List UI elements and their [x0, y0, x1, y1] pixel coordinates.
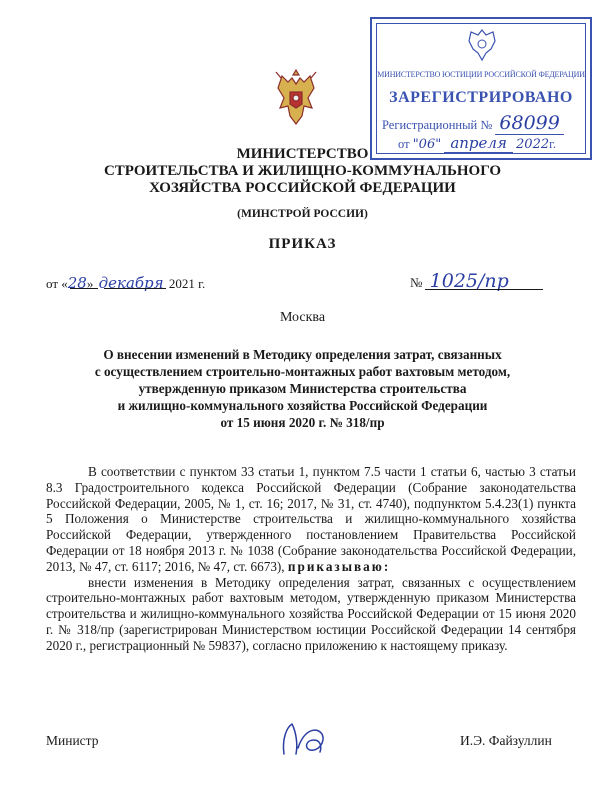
order-number-label: № — [410, 275, 423, 290]
body-paragraph-1-text: В соответствии с пунктом 33 статьи 1, пунктом 7.5 части 1 статьи 6, частью 3 статьи 8.3 Градостроительного кодекса Российской Федерации (Собрание законодательства Российской Федерации, 2005, № 1, ст. 16; 2017, № 31, ст. 4740), подпунктом 5.4.23(1) пункта 5 Положения о Министерстве строительства и жилищно-коммунального хозяйства Российской Федерации, утвержденного постановлением Правительства Российской Федерации от 18 ноября 2013 г. № 1038 (Собрание законодательства Российской Федерации, 2013, № 47, ст. 6117; 2016, № 47, ст. 6673), — [46, 464, 576, 574]
document-type: ПРИКАЗ — [268, 236, 337, 252]
order-verb: приказываю: — [287, 558, 391, 574]
stamp-date-month: апреля — [444, 134, 513, 153]
stamp-date-day: "06" — [412, 137, 442, 152]
subject-line-3: утвержденную приказом Министерства строительства — [138, 381, 467, 396]
stamp-reg-label: Регистрационный № — [382, 118, 493, 132]
stamp-date-suffix: г. — [549, 137, 556, 151]
subject — [0, 346, 605, 431]
coat-of-arms-icon — [465, 27, 499, 63]
subject-line-4: и жилищно-коммунального хозяйства Российской Федерации — [117, 398, 488, 413]
order-date-year: 2021 г. — [168, 276, 206, 291]
stamp-reg-number: 68099 — [495, 112, 563, 135]
order-date-underline-month — [104, 288, 166, 289]
order-date-prefix: от « — [46, 276, 68, 291]
subject-line-5: от 15 июня 2020 г. № 318/пр — [220, 415, 385, 430]
ministry-line-3: ХОЗЯЙСТВА РОССИЙСКОЙ ФЕДЕРАЦИИ — [149, 180, 456, 196]
stamp-date-prefix: от — [398, 137, 410, 151]
subject-line-1: О внесении изменений в Методику определения затрат, связанных — [103, 347, 502, 362]
order-date-underline-day — [70, 288, 98, 289]
ministry-short-name: (МИНСТРОЙ РОССИИ) — [237, 208, 368, 220]
handwritten-signature — [276, 718, 334, 760]
order-date — [46, 274, 205, 292]
stamp-ministry: МИНИСТЕРСТВО ЮСТИЦИИ РОССИЙСКОЙ ФЕДЕРАЦИИ — [377, 70, 585, 79]
ministry-line-2: СТРОИТЕЛЬСТВА И ЖИЛИЩНО-КОММУНАЛЬНОГО — [103, 163, 502, 179]
order-date-day: 28 — [67, 274, 87, 292]
stamp-registered: ЗАРЕГИСТРИРОВАНО — [389, 89, 573, 106]
order-number-underline — [425, 289, 543, 290]
ministry-line-1: МИНИСТЕРСТВО — [236, 146, 369, 162]
body-paragraph-1 — [46, 464, 576, 575]
signature-name: И.Э. Файзуллин — [460, 733, 552, 748]
stamp-reg-line — [382, 112, 564, 134]
registration-stamp — [370, 17, 592, 160]
coat-of-arms-icon — [268, 66, 324, 132]
order-date-month: декабря — [98, 274, 164, 292]
order-date-mid: » — [86, 276, 94, 291]
body-paragraph-2: внести изменения в Методику определения затрат, связанных с осуществлением строительно-монтажных работ вахтовым методом, утвержденную приказом Министерства строительства и жилищно-коммунального хозяйства Российской Федерации от 15 июня 2020 г. № 318/пр (зарегистрирован Министерством юстиции Российской Федерации 14 сентября 2020 г., регистрационный № 59837), согласно приложению к настоящему приказу. — [46, 574, 576, 653]
order-number-value: 1025/пр — [429, 270, 509, 292]
body-text — [46, 464, 576, 654]
subject-line-2: с осуществлением строительно-монтажных работ вахтовым методом, — [94, 364, 511, 379]
signature-position: Министр — [46, 733, 99, 748]
order-city: Москва — [279, 310, 326, 325]
stamp-date-year: 2022 — [516, 137, 550, 152]
